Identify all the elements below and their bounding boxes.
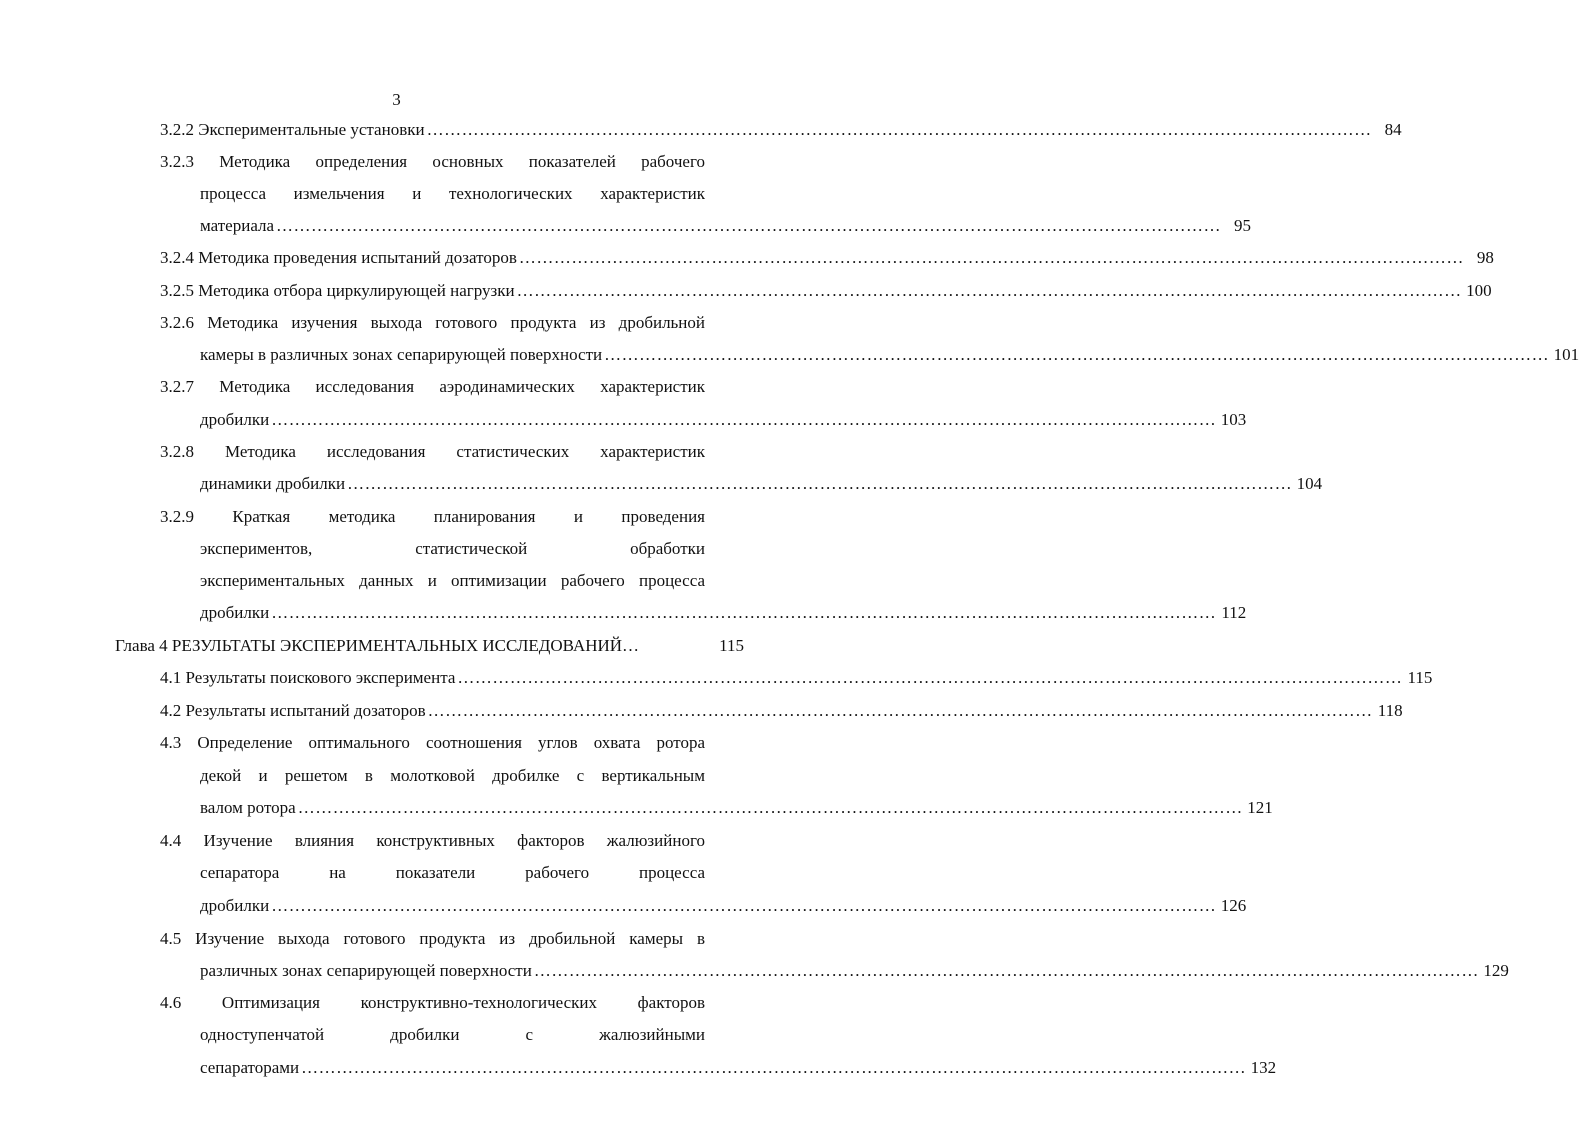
toc-page-number: 98 xyxy=(1476,248,1494,267)
dot-leader: ……………………………………………………………………………………………………………………………………………… xyxy=(518,248,1464,267)
toc-entry-3-2-3-line-2: процесса измельчения и технологических характеристик xyxy=(200,184,705,203)
dot-leader: ……………………………………………………………………………………………………………………………………………… xyxy=(533,961,1479,980)
toc-entry-title: 4.2 Результаты испытаний дозаторов xyxy=(160,701,426,720)
dot-leader: ……………………………………………………………………………………………………………………………………………… xyxy=(297,798,1243,817)
toc-entry-3-2-2 xyxy=(160,118,1402,142)
toc-page-number: 100 xyxy=(1466,281,1492,300)
toc-page-number: 118 xyxy=(1377,701,1403,720)
toc-entry-3-2-6-line-1: 3.2.6 Методика изучения выхода готового продукта из дробильной xyxy=(160,313,705,332)
toc-entry-3-2-9-line-3: экспериментальных данных и оптимизации рабочего процесса xyxy=(200,571,705,590)
toc-page-number: 101 xyxy=(1553,345,1579,364)
toc-page-number: 132 xyxy=(1250,1058,1277,1077)
toc-entry-3-2-7-line-2 xyxy=(200,408,1247,432)
toc-entry-3-2-8-line-1: 3.2.8 Методика исследования статистических характеристик xyxy=(160,442,705,461)
page-number: 3 xyxy=(392,90,401,109)
toc-entry-title: 3.2.2 Экспериментальные установки xyxy=(160,120,425,139)
toc-entry-4-5-line-1: 4.5 Изучение выхода готового продукта из дробильной камеры в xyxy=(160,929,705,948)
dot-leader: ……………………………………………………………………………………………………………………………………………… xyxy=(271,410,1217,429)
toc-entry-3-2-7-line-1: 3.2.7 Методика исследования аэродинамических характеристик xyxy=(160,377,705,396)
toc-entry-title: камеры в различных зонах сепарирующей поверхности xyxy=(200,345,603,364)
toc-page-number: 126 xyxy=(1220,896,1247,915)
dot-leader: ……………………………………………………………………………………………………………………………………………… xyxy=(427,701,1373,720)
toc-entry-title: 3.2.4 Методика проведения испытаний дозаторов xyxy=(160,248,517,267)
toc-page-number: 95 xyxy=(1234,216,1252,235)
toc-entry-title: 4.1 Результаты поискового эксперимента xyxy=(160,668,456,687)
dot-leader: ……………………………………………………………………………………………………………………………………………… xyxy=(276,216,1222,235)
toc-chapter-title: Глава 4 РЕЗУЛЬТАТЫ ЭКСПЕРИМЕНТАЛЬНЫХ ИССЛЕДОВАНИЙ… xyxy=(115,636,640,655)
toc-page-number: 129 xyxy=(1483,961,1509,980)
toc-entry-title: сепараторами xyxy=(200,1058,300,1077)
toc-entry-4-5-line-2 xyxy=(200,959,1509,983)
toc-page-number: 115 xyxy=(1407,668,1433,687)
toc-entry-4-1 xyxy=(160,666,1433,690)
toc-entry-3-2-9-line-1: 3.2.9 Краткая методика планирования и проведения xyxy=(160,507,705,526)
dot-leader: ……………………………………………………………………………………………………………………………………………… xyxy=(347,474,1293,493)
toc-entry-title: динамики дробилки xyxy=(200,474,346,493)
dot-leader: ……………………………………………………………………………………………………………………………………………… xyxy=(426,120,1372,139)
toc-entry-title: валом ротора xyxy=(200,798,296,817)
toc-entry-4-3-line-2: декой и решетом в молотковой дробилке с вертикальным xyxy=(200,766,705,785)
dot-leader: ……………………………………………………………………………………………………………………………………………… xyxy=(271,603,1217,622)
toc-entry-4-4-line-3 xyxy=(200,894,1247,918)
toc-entry-3-2-9-line-2: экспериментов, статистической обработки xyxy=(200,539,705,558)
toc-entry-4-3-line-1: 4.3 Определение оптимального соотношения углов охвата ротора xyxy=(160,733,705,752)
toc-entry-title: различных зонах сепарирующей поверхности xyxy=(200,961,532,980)
dot-leader: ……………………………………………………………………………………………………………………………………………… xyxy=(516,281,1462,300)
toc-entry-3-2-9-line-4 xyxy=(200,601,1247,625)
toc-entry-title: 3.2.5 Методика отбора циркулирующей нагрузки xyxy=(160,281,515,300)
toc-entry-title: дробилки xyxy=(200,603,270,622)
toc-entry-3-2-3-line-1: 3.2.3 Методика определения основных показателей рабочего xyxy=(160,152,705,171)
toc-entry-3-2-4 xyxy=(160,246,1494,270)
toc-page-number: 112 xyxy=(1221,603,1247,622)
toc-page-number: 84 xyxy=(1384,120,1402,139)
toc-entry-3-2-6-line-2 xyxy=(200,343,1579,367)
dot-leader: ……………………………………………………………………………………………………………………………………………… xyxy=(457,668,1403,687)
toc-entry-3-2-5 xyxy=(160,279,1492,303)
toc-page-number: 121 xyxy=(1247,798,1273,817)
toc-entry-4-6-line-3 xyxy=(200,1056,1277,1080)
toc-entry-4-6-line-1: 4.6 Оптимизация конструктивно-технологических факторов xyxy=(160,993,705,1012)
toc-entry-3-2-3-line-3 xyxy=(200,214,1252,238)
toc-entry-title: дробилки xyxy=(200,896,270,915)
toc-entry-4-6-line-2: одноступенчатой дробилки с жалюзийными xyxy=(200,1025,705,1044)
toc-entry-title: дробилки xyxy=(200,410,270,429)
dot-leader: ……………………………………………………………………………………………………………………………………………… xyxy=(604,345,1550,364)
dot-leader: ……………………………………………………………………………………………………………………………………………… xyxy=(271,896,1217,915)
toc-page-number: 115 xyxy=(719,636,744,655)
toc-entry-4-4-line-2: сепаратора на показатели рабочего процесса xyxy=(200,863,705,882)
toc-chapter-4 xyxy=(115,634,744,658)
toc-page-number: 104 xyxy=(1296,474,1323,493)
dot-leader: ……………………………………………………………………………………………………………………………………………… xyxy=(301,1058,1247,1077)
toc-entry-3-2-8-line-2 xyxy=(200,472,1323,496)
toc-entry-title: материала xyxy=(200,216,275,235)
toc-entry-4-4-line-1: 4.4 Изучение влияния конструктивных факторов жалюзийного xyxy=(160,831,705,850)
toc-entry-4-2 xyxy=(160,699,1403,723)
toc-entry-4-3-line-3 xyxy=(200,796,1273,820)
toc-page-number: 103 xyxy=(1220,410,1247,429)
